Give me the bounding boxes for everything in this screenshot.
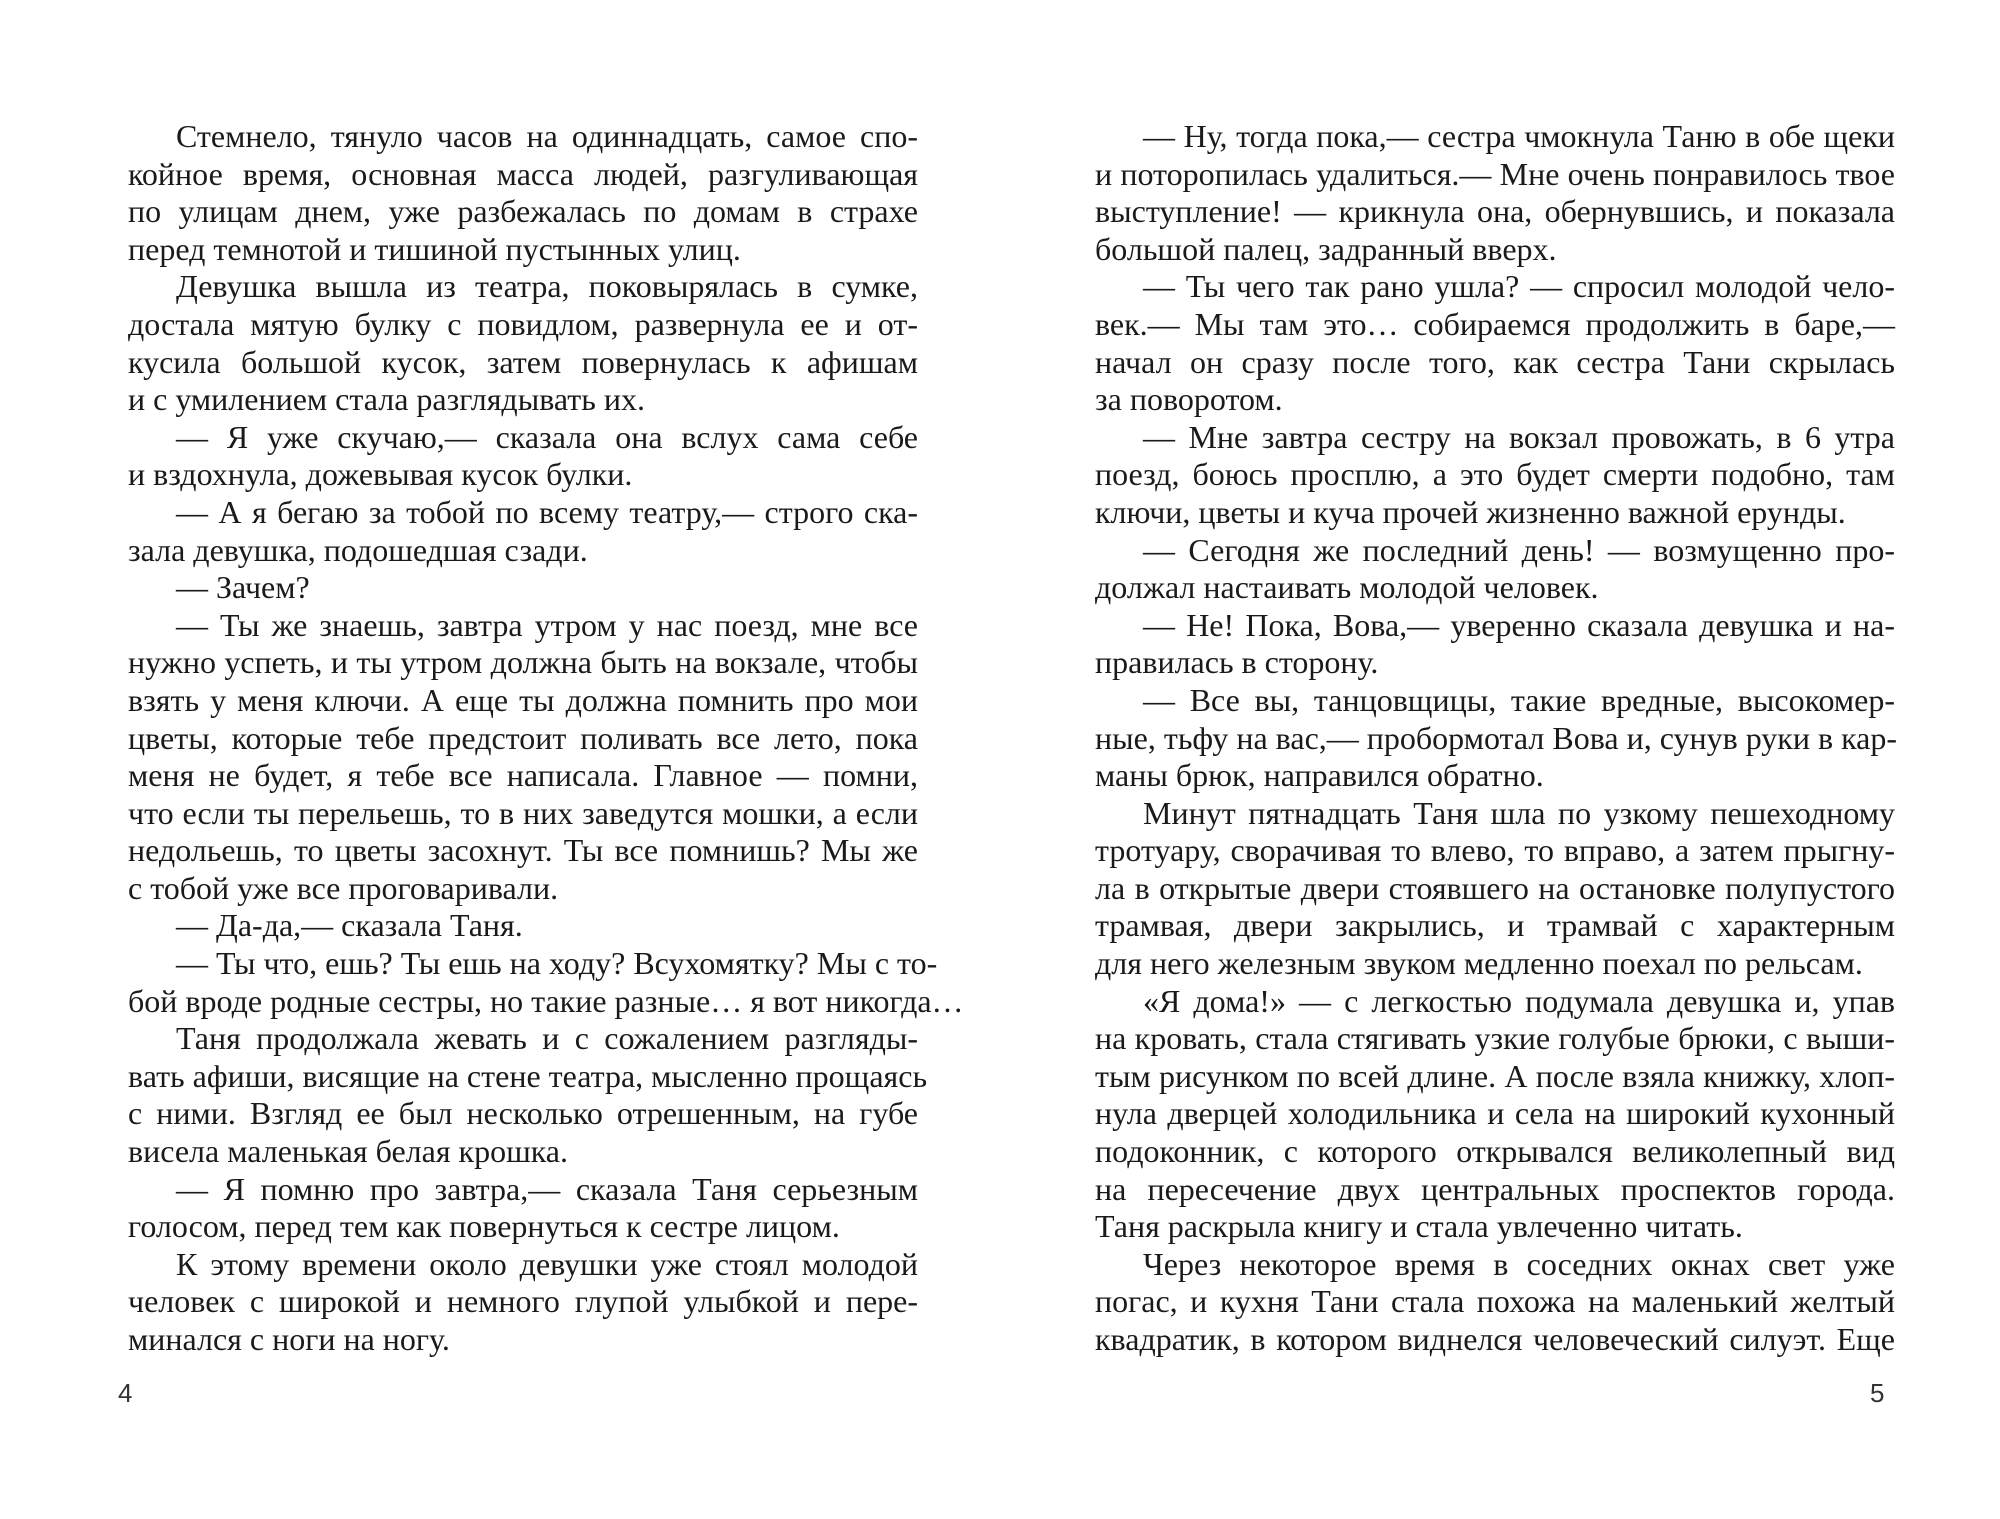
- text-line: Минут пятнадцать Таня шла по узкому пешеходному: [1143, 794, 1895, 831]
- text-line: для него железным звуком медленно поехал по рельсам.: [1095, 945, 1863, 982]
- right-page-number: 5: [1870, 1378, 1885, 1408]
- text-line: тым рисунком по всей длине. А после взяла книжку, хлоп-: [1095, 1057, 1895, 1094]
- text-line: тротуару, сворачивая то влево, то вправо, а затем прыгну-: [1095, 832, 1895, 869]
- text-line: голосом, перед тем как повернуться к сестре лицом.: [128, 1208, 840, 1245]
- text-line: Таня раскрыла книгу и стала увлеченно читать.: [1095, 1208, 1743, 1245]
- text-line: большой палец, задранный вверх.: [1095, 230, 1557, 267]
- text-line: на пересечение двух центральных проспектов города.: [1095, 1170, 1895, 1207]
- text-line: выступление! — крикнула она, обернувшись, и показала: [1095, 193, 1895, 230]
- text-line: меня не будет, я тебе все написала. Главное — помни,: [128, 757, 918, 794]
- text-line: поезд, боюсь просплю, а это будет смерти подобно, там: [1095, 456, 1895, 493]
- text-line: должал настаивать молодой человек.: [1095, 569, 1599, 606]
- text-line: и вздохнула, дожевывая кусок булки.: [128, 456, 633, 493]
- text-line: бой вроде родные сестры, но такие разные… я вот никогда…: [128, 982, 964, 1019]
- text-line: — Ну, тогда пока,— сестра чмокнула Таню в обе щеки: [1143, 118, 1895, 154]
- text-line: — Все вы, танцовщицы, такие вредные, высокомер-: [1143, 681, 1895, 718]
- text-line: — Мне завтра сестру на вокзал провожать, в 6 утра: [1143, 418, 1895, 455]
- text-line: квадратик, в котором виднелся человеческий силуэт. Еще: [1095, 1321, 1895, 1357]
- text-line: цветы, которые тебе предстоит поливать все лето, пока: [128, 719, 918, 756]
- text-line: вать афиши, висящие на стене театра, мысленно прощаясь: [128, 1057, 928, 1094]
- text-line: — Сегодня же последний день! — возмущенно про-: [1143, 531, 1895, 568]
- text-line: зала девушка, подошедшая сзади.: [128, 531, 588, 568]
- text-line: правилась в сторону.: [1095, 644, 1379, 681]
- text-line: — Я уже скучаю,— сказала она вслух сама себе: [176, 418, 918, 455]
- text-line: погас, и кухня Тани стала похожа на маленький желтый: [1095, 1283, 1895, 1320]
- text-line: с тобой уже все проговаривали.: [128, 869, 559, 906]
- left-page-number: 4: [118, 1378, 133, 1408]
- text-line: ключи, цветы и куча прочей жизненно важной ерунды.: [1095, 493, 1846, 530]
- text-line: и поторопилась удалиться.— Мне очень понравилось твое: [1095, 155, 1895, 192]
- text-line: кусила большой кусок, затем повернулась к афишам: [128, 343, 918, 380]
- text-line: Стемнело, тянуло часов на одиннадцать, самое спо-: [176, 118, 918, 154]
- text-line: с ними. Взгляд ее был несколько отрешенным, на губе: [128, 1095, 918, 1132]
- text-line: Девушка вышла из театра, поковырялась в сумке,: [176, 268, 918, 305]
- text-line: век.— Мы там это… собираемся продолжить в баре,—: [1095, 305, 1895, 342]
- text-line: — Зачем?: [176, 569, 310, 606]
- text-line: — А я бегаю за тобой по всему театру,— строго ска-: [176, 493, 918, 530]
- text-line: ные, тьфу на вас,— пробормотал Вова и, сунув руки в кар-: [1095, 719, 1897, 756]
- text-line: нужно успеть, и ты утром должна быть на вокзале, чтобы: [128, 644, 918, 681]
- text-line: достала мятую булку с повидлом, развернула ее и от-: [128, 305, 918, 342]
- text-line: ла в открытые двери стоявшего на остановке полупустого: [1095, 869, 1895, 906]
- text-line: что если ты перельешь, то в них заведутся мошки, а если: [128, 794, 918, 831]
- text-line: начал он сразу после того, как сестра Тани скрылась: [1095, 343, 1895, 380]
- text-line: взять у меня ключи. А еще ты должна помнить про мои: [128, 681, 918, 718]
- text-line: «Я дома!» — с легкостью подумала девушка и, упав: [1143, 982, 1895, 1019]
- text-line: перед темнотой и тишиной пустынных улиц.: [128, 230, 741, 267]
- text-line: Таня продолжала жевать и с сожалением разгляды-: [176, 1020, 918, 1057]
- text-line: — Ты что, ешь? Ты ешь на ходу? Всухомятку? Мы с то-: [176, 945, 938, 982]
- text-line: и с умилением стала разглядывать их.: [128, 381, 645, 418]
- text-line: — Ты чего так рано ушла? — спросил молодой чело-: [1143, 268, 1895, 305]
- text-line: — Не! Пока, Вова,— уверенно сказала девушка и на-: [1143, 606, 1895, 643]
- right-page-text: [1095, 118, 1895, 1359]
- text-line: по улицам днем, уже разбежалась по домам в страхе: [128, 193, 918, 230]
- text-line: висела маленькая белая крошка.: [128, 1133, 568, 1170]
- text-line: нула дверцей холодильника и села на широкий кухонный: [1095, 1095, 1895, 1132]
- text-line: Через некоторое время в соседних окнах свет уже: [1143, 1245, 1895, 1282]
- text-line: — Ты же знаешь, завтра утром у нас поезд, мне все: [176, 606, 918, 643]
- text-line: К этому времени около девушки уже стоял молодой: [176, 1245, 918, 1282]
- text-line: маны брюк, направился обратно.: [1095, 757, 1544, 794]
- text-line: человек с широкой и немного глупой улыбкой и пере-: [128, 1283, 918, 1320]
- text-line: за поворотом.: [1095, 381, 1283, 418]
- text-line: — Да-да,— сказала Таня.: [176, 907, 523, 944]
- text-line: недольешь, то цветы засохнут. Ты все помнишь? Мы же: [128, 832, 918, 869]
- right-page: [1000, 0, 2000, 1519]
- text-line: трамвая, двери закрылись, и трамвай с характерным: [1095, 907, 1895, 944]
- text-line: — Я помню про завтра,— сказала Таня серьезным: [176, 1170, 918, 1207]
- text-line: на кровать, стала стягивать узкие голубые брюки, с выши-: [1095, 1020, 1895, 1057]
- text-line: койное время, основная масса людей, разгуливающая: [128, 155, 918, 192]
- text-line: подоконник, с которого открывался великолепный вид: [1095, 1133, 1895, 1170]
- left-page-text: [128, 118, 964, 1359]
- text-line: минался с ноги на ногу.: [128, 1321, 450, 1357]
